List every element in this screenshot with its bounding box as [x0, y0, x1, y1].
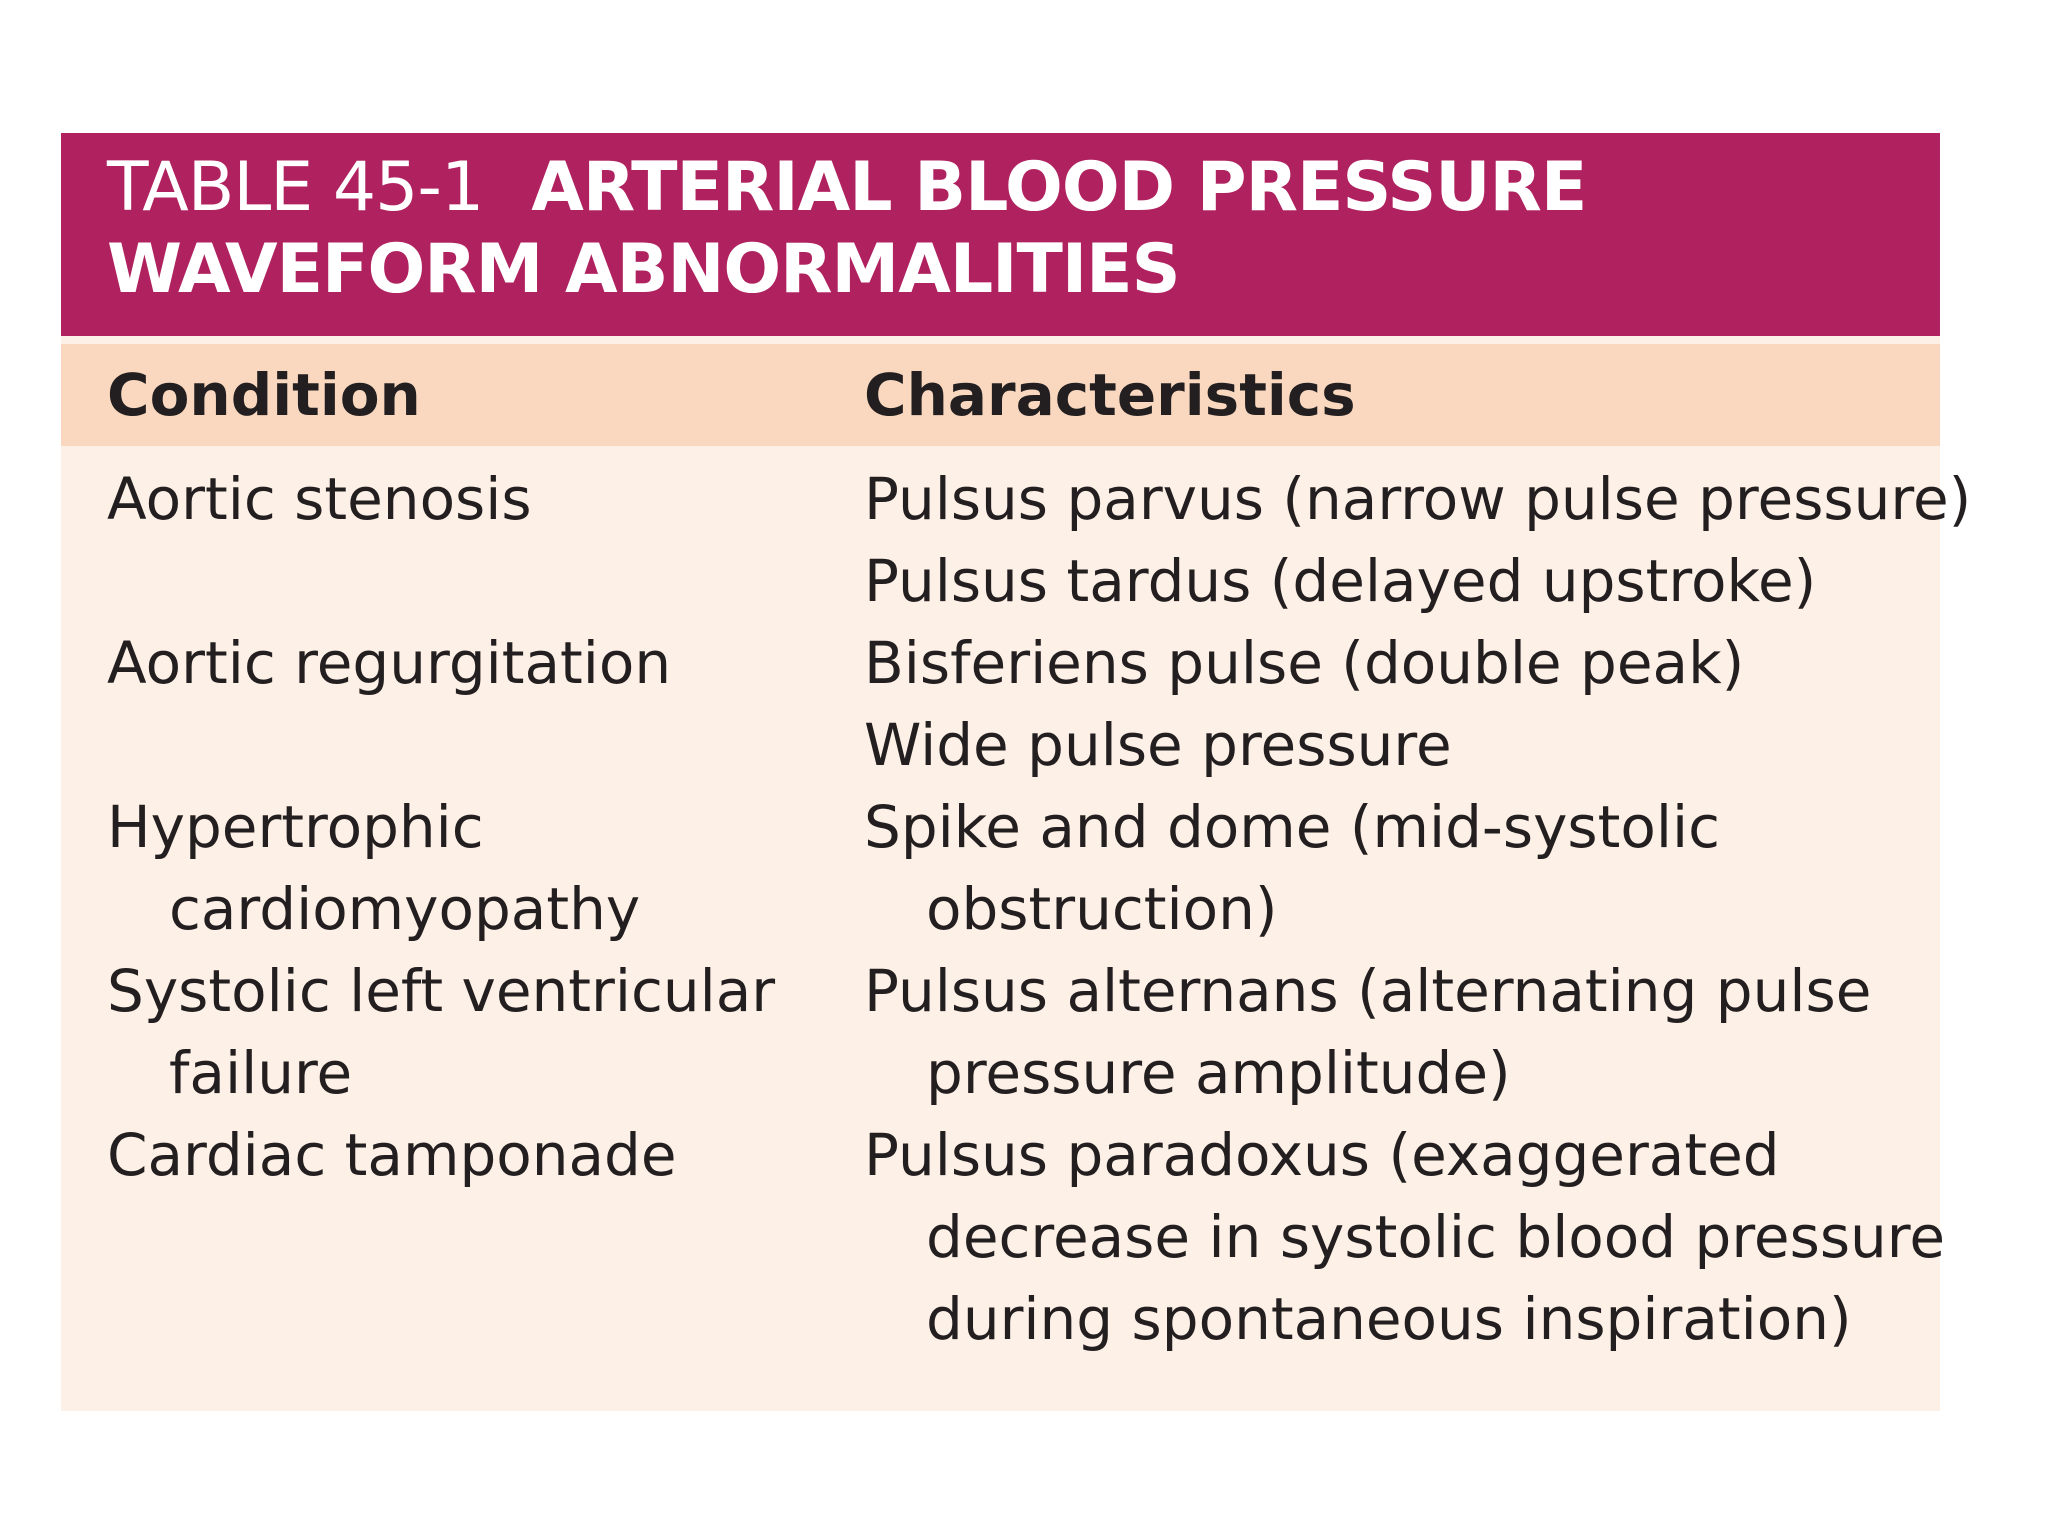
table-row	[61, 622, 1940, 786]
condition-cell	[107, 622, 671, 704]
condition-cell	[107, 1114, 677, 1196]
table-title-part-2: WAVEFORM ABNORMALITIES	[107, 230, 1180, 309]
characteristic-text: Wide pulse pressure	[864, 711, 1452, 779]
characteristic-text: Pulsus parvus (narrow pulse pressure)	[864, 465, 1972, 533]
characteristic-text-continued: decrease in systolic blood pressure	[926, 1203, 1946, 1271]
table-number: TABLE 45-1	[107, 148, 484, 227]
characteristics-cell	[864, 786, 1720, 950]
table-header-row	[61, 344, 1940, 446]
characteristic-text: Bisferiens pulse (double peak)	[864, 629, 1745, 697]
characteristic-text-continued: during spontaneous inspiration)	[926, 1285, 1852, 1353]
table-title-part-1: ARTERIAL BLOOD PRESSURE	[531, 148, 1587, 227]
table-container	[61, 133, 1972, 1411]
characteristic-text: Spike and dome (mid-systolic	[864, 793, 1720, 861]
condition-text: Systolic left ventricular	[107, 957, 776, 1025]
condition-cell	[107, 458, 532, 540]
condition-text-continued: failure	[169, 1039, 353, 1107]
table-row	[61, 786, 1940, 950]
characteristic-text-continued: obstruction)	[926, 875, 1278, 943]
header-characteristics: Characteristics	[864, 361, 1356, 429]
characteristic-text-continued: pressure amplitude)	[926, 1039, 1511, 1107]
characteristics-cell	[864, 458, 1971, 622]
condition-text: Hypertrophic	[107, 793, 484, 861]
condition-cell	[107, 950, 775, 1114]
condition-text: Cardiac tamponade	[107, 1121, 677, 1189]
characteristic-text: Pulsus alternans (alternating pulse	[864, 957, 1872, 1025]
characteristic-text: Pulsus paradoxus (exaggerated	[864, 1121, 1780, 1189]
condition-text: Aortic stenosis	[107, 465, 532, 533]
characteristics-cell	[864, 1114, 1945, 1360]
condition-text: Aortic regurgitation	[107, 629, 672, 697]
characteristics-cell	[864, 622, 1744, 786]
condition-cell	[107, 786, 640, 950]
header-condition: Condition	[107, 361, 421, 429]
condition-text-continued: cardiomyopathy	[169, 875, 641, 943]
table-row	[61, 950, 1940, 1114]
table-title-line-2	[107, 229, 1180, 311]
characteristic-text: Pulsus tardus (delayed upstroke)	[864, 547, 1817, 615]
table-title-line-1	[107, 147, 1586, 229]
table-title-bar	[61, 133, 1940, 336]
table-row	[61, 458, 1972, 622]
table-row	[61, 1114, 1946, 1360]
characteristics-cell	[864, 950, 1871, 1114]
